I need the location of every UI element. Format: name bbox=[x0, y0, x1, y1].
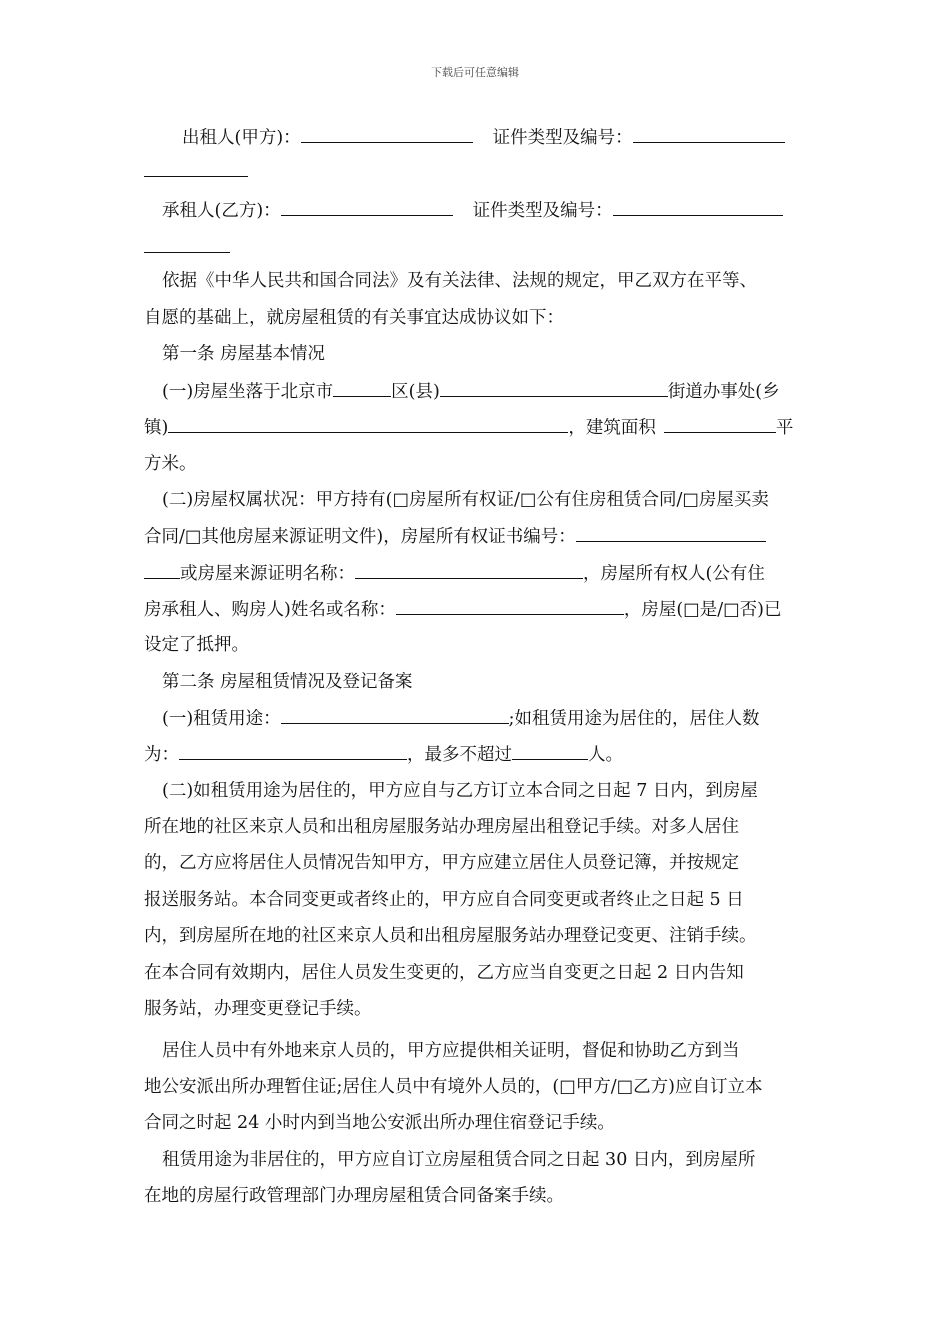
article2-para3-line2: 地公安派出所办理暂住证;居住人员中有境外人员的，(□甲方/□乙方)应自订立本 bbox=[144, 1077, 763, 1097]
max-residents-label: ，最多不超过 bbox=[407, 745, 512, 765]
article2-item2-line1: (二)如租赁用途为居住的，甲方应自与乙方订立本合同之日起 7 日内，到房屋 bbox=[162, 781, 758, 801]
max-residents-blank[interactable] bbox=[512, 743, 588, 760]
lessor-blank[interactable] bbox=[301, 126, 473, 143]
cert-number-blank[interactable] bbox=[576, 525, 766, 542]
cert-number-blank-cont[interactable] bbox=[144, 562, 180, 579]
article2-para3-line3: 合同之时起 24 小时内到当地公安派出所办理住宿登记手续。 bbox=[144, 1113, 615, 1133]
article2-item2-line2: 所在地的社区来京人员和出租房屋服务站办理房屋出租登记手续。对多人居住 bbox=[144, 817, 739, 837]
article2-para4-line2: 在地的房屋行政管理部门办理房屋租赁合同备案手续。 bbox=[144, 1186, 564, 1206]
residents-blank[interactable] bbox=[179, 743, 407, 760]
owner-label-a: ，房屋所有权人(公有住 bbox=[583, 564, 765, 584]
lessor-id-blank-cont[interactable] bbox=[144, 160, 248, 177]
intro-line-1: 依据《中华人民共和国合同法》及有关法律、法规的规定，甲乙双方在平等、 bbox=[162, 271, 757, 291]
lessee-id-blank-cont[interactable] bbox=[144, 236, 230, 253]
residents-label: ;如租赁用途为居住的，居住人数 bbox=[508, 709, 760, 729]
article2-item2-line7: 服务站，办理变更登记手续。 bbox=[144, 999, 372, 1019]
article1-item2-line2 bbox=[144, 525, 834, 548]
owner-name-blank[interactable] bbox=[396, 598, 624, 615]
persons-unit: 人。 bbox=[588, 745, 623, 765]
street-office-label: 街道办事处(乡 bbox=[667, 382, 780, 402]
address-blank[interactable] bbox=[168, 416, 568, 433]
article1-item1-line2 bbox=[144, 416, 834, 439]
article2-item1-line2 bbox=[144, 743, 834, 766]
lessor-id-label: 证件类型及编号： bbox=[492, 128, 633, 148]
lessee-label: 承租人(乙方)： bbox=[162, 201, 281, 221]
intro-line-2: 自愿的基础上，就房屋租赁的有关事宜达成协议如下： bbox=[144, 308, 564, 328]
article2-para3-line1: 居住人员中有外地来京人员的，甲方应提供相关证明，督促和协助乙方到当 bbox=[162, 1041, 740, 1061]
header-note: 下载后可任意编辑 bbox=[431, 66, 519, 79]
article1-item2-line1: (二)房屋权属状况：甲方持有(□房屋所有权证/□公有住房租赁合同/□房屋买卖 bbox=[162, 490, 769, 510]
lessee-id-continuation bbox=[144, 236, 834, 259]
source-doc-blank[interactable] bbox=[355, 562, 583, 579]
district-blank[interactable] bbox=[333, 380, 391, 397]
area-blank[interactable] bbox=[664, 416, 776, 433]
article2-item2-line5: 内，到房屋所在地的社区来京人员和出租房屋服务站办理登记变更、注销手续。 bbox=[144, 926, 757, 946]
article2-item2-line3: 的，乙方应将居住人员情况告知甲方，甲方应建立居住人员登记簿，并按规定 bbox=[144, 853, 739, 873]
area-label: ，建筑面积 bbox=[568, 418, 656, 438]
usage-blank[interactable] bbox=[281, 707, 509, 724]
lessor-id-continuation bbox=[144, 160, 834, 183]
location-prefix: (一)房屋坐落于北京市 bbox=[162, 382, 334, 402]
street-blank[interactable] bbox=[440, 380, 668, 397]
mortgage-label: ，房屋(□是/□否)已 bbox=[623, 600, 782, 620]
article2-item2-line4: 报送服务站。本合同变更或者终止的，甲方应自合同变更或者终止之日起 5 日 bbox=[144, 890, 744, 910]
article2-item1-line1 bbox=[162, 707, 852, 730]
article1-title: 第一条 房屋基本情况 bbox=[162, 344, 326, 364]
lessor-id-blank[interactable] bbox=[633, 126, 785, 143]
article1-item2-line5: 设定了抵押。 bbox=[144, 635, 249, 655]
article1-item1-line3: 方米。 bbox=[144, 454, 197, 474]
town-label: 镇) bbox=[144, 418, 169, 438]
usage-label: (一)租赁用途： bbox=[162, 709, 281, 729]
residents-label-b: 为： bbox=[144, 745, 179, 765]
district-label: 区(县) bbox=[391, 382, 440, 402]
article2-para4-line1: 租赁用途为非居住的，甲方应自订立房屋租赁合同之日起 30 日内，到房屋所 bbox=[162, 1150, 756, 1170]
area-unit-a: 平 bbox=[775, 418, 794, 438]
article1-item2-line4 bbox=[144, 598, 834, 621]
article2-title: 第二条 房屋租赁情况及登记备案 bbox=[162, 672, 413, 692]
article1-item2-line3 bbox=[144, 562, 834, 585]
lessee-blank[interactable] bbox=[281, 199, 453, 216]
lessee-id-label: 证件类型及编号： bbox=[472, 201, 613, 221]
cert-number-label: 合同/□其他房屋来源证明文件)，房屋所有权证书编号： bbox=[144, 527, 576, 547]
source-doc-label: 或房屋来源证明名称： bbox=[180, 564, 355, 584]
owner-label-b: 房承租人、购房人)姓名或名称： bbox=[144, 600, 396, 620]
lessee-line bbox=[162, 199, 852, 222]
lessor-label: 出租人(甲方)： bbox=[182, 128, 301, 148]
article1-item1-line1 bbox=[162, 380, 852, 403]
lessee-id-blank[interactable] bbox=[613, 199, 783, 216]
article2-item2-line6: 在本合同有效期内，居住人员发生变更的，乙方应当自变更之日起 2 日内告知 bbox=[144, 963, 744, 983]
lessor-line bbox=[182, 126, 872, 149]
